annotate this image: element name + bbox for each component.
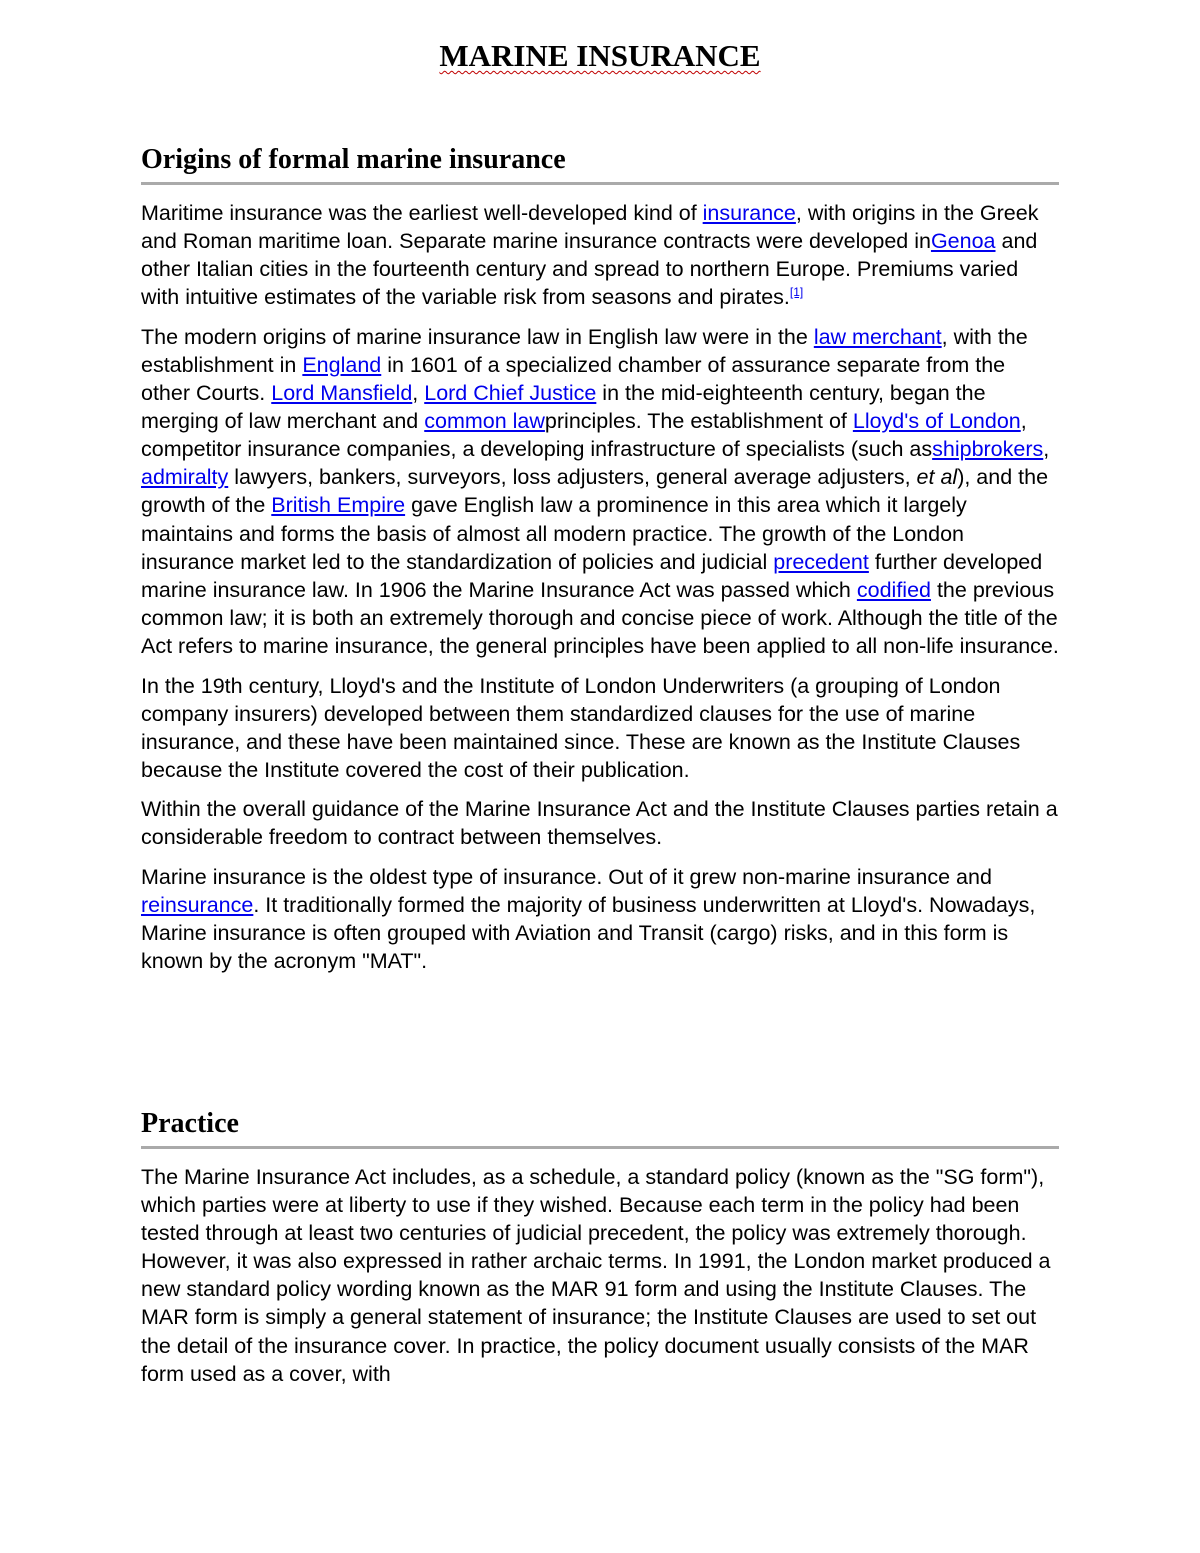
reference-link-1[interactable]: [1]: [789, 285, 804, 300]
link-codified[interactable]: codified: [856, 577, 931, 602]
link-precedent[interactable]: precedent: [773, 549, 869, 574]
link-shipbrokers[interactable]: shipbrokers: [932, 437, 1044, 462]
paragraph-origins-4: Within the overall guidance of the Marine Insurance Act and the Institute Clauses parties retain a considerable freedom to contract between themselves.: [141, 797, 1058, 850]
paragraph-practice-1: The Marine Insurance Act includes, as a schedule, a standard policy (known as the "SG form"), which parties were at liberty to use if they wished. Because each term in the policy had been tested through at least two centuries of judicial precedent, the policy was extremely thorough. However, it was also expressed in rather archaic terms. In 1991, the London market produced a new standard policy wording known as the MAR 91 form and using the Institute Clauses. The MAR form is simply a general statement of insurance; the Institute Clauses are used to set out the detail of the insurance cover. In practice, the policy document usually consists of the MAR form used as a cover, with: [141, 1165, 1051, 1386]
link-british-empire[interactable]: British Empire: [271, 493, 406, 518]
link-lord-mansfield[interactable]: Lord Mansfield: [271, 381, 413, 406]
section-body-practice: [141, 1163, 1059, 1399]
link-reinsurance[interactable]: reinsurance: [141, 893, 254, 918]
link-admiralty[interactable]: admiralty: [141, 465, 229, 490]
paragraph-origins-3: In the 19th century, Lloyd's and the Institute of London Underwriters (a grouping of London company insurers) developed between them standardized clauses for the use of marine insurance, and these have been maintained since. These are known as the Institute Clauses because the Institute covered the cost of their publication.: [141, 673, 1021, 782]
document-title: [141, 36, 1059, 76]
et-al-italic: et al: [916, 465, 958, 490]
document-title-text: MARINE INSURANCE: [439, 38, 761, 73]
paragraph-origins-1: Maritime insurance was the earliest well-developed kind of insurance, with origins in the Greek and Roman maritime loan. Separate marine insurance contracts were developed inGenoa and other Italian cities in the fourteenth century and spread to northern Europe. Premiums varied with intuitive estimates of the variable risk from seasons and pirates.[1]: [141, 201, 1039, 310]
link-lloyds-of-london[interactable]: Lloyd's of London: [852, 409, 1021, 434]
section-heading-practice: Practice: [141, 1106, 1059, 1149]
section-heading-origins: Origins of formal marine insurance: [141, 142, 1059, 185]
link-england[interactable]: England: [302, 352, 382, 377]
link-genoa[interactable]: Genoa: [930, 229, 996, 254]
paragraph-origins-5: Marine insurance is the oldest type of insurance. Out of it grew non-marine insurance and reinsurance. It traditionally formed the majority of business underwritten at Lloyd's. Nowadays, Marine insurance is often grouped with Aviation and Transit (cargo) risks, and in this form is known by the acronym "MAT".: [141, 865, 1036, 974]
paragraph-origins-2: The modern origins of marine insurance law in English law were in the law merchant, with the establishment in England in 1601 of a specialized chamber of assurance separate from the other Courts. Lord Mansfield, Lord Chief Justice in the mid-eighteenth century, began the merging of law merchant and common lawprinciples. The establishment of Lloyd's of London, competitor insurance companies, a developing infrastructure of specialists (such asshipbrokers, admiralty lawyers, bankers, surveyors, loss adjusters, general average adjusters, et al), and the growth of the British Empire gave English law a prominence in this area which it largely maintains and forms the basis of almost all modern practice. The growth of the London insurance market led to the standardization of policies and judicial precedent further developed marine insurance law. In 1906 the Marine Insurance Act was passed which codified the previous common law; it is both an extremely thorough and concise piece of work. Although the title of the Act refers to marine insurance, the general principles have been applied to all non-life insurance.: [141, 324, 1059, 658]
link-common-law[interactable]: common law: [424, 409, 545, 434]
section-body-origins: [141, 199, 1059, 987]
link-law-merchant[interactable]: law merchant: [813, 324, 942, 349]
link-insurance[interactable]: insurance: [702, 201, 796, 225]
link-lord-chief-justice[interactable]: Lord Chief Justice: [424, 381, 597, 406]
